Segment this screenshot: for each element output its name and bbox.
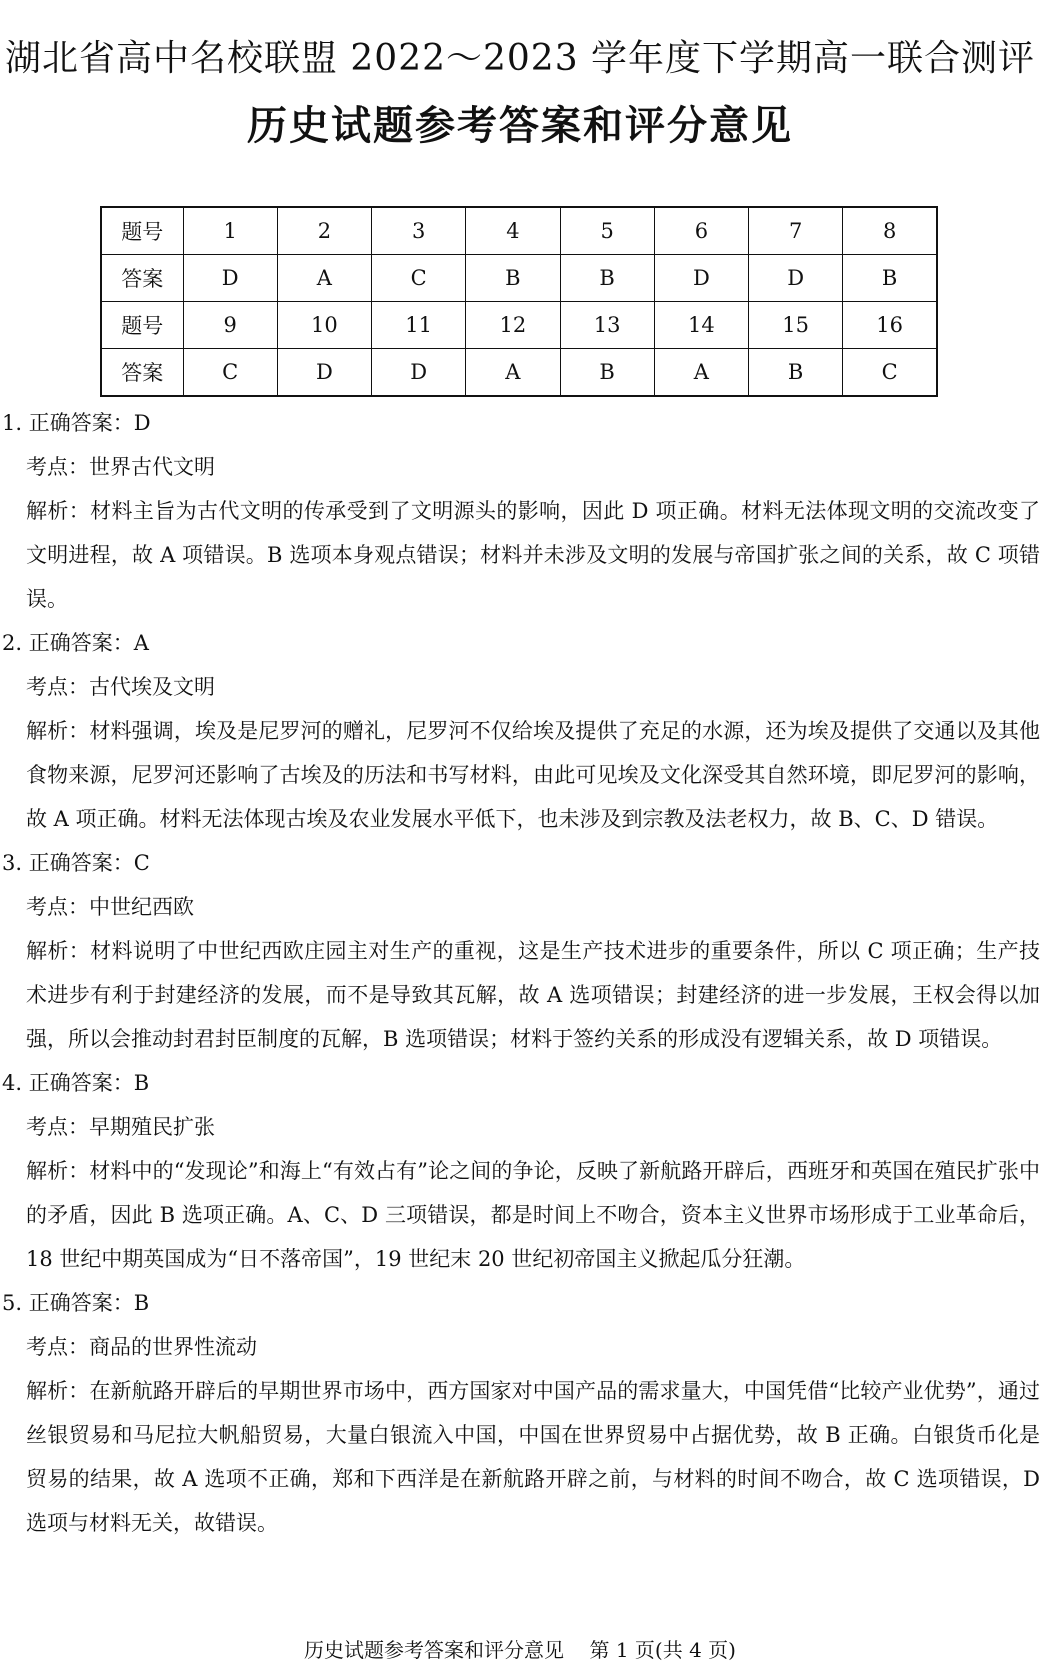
answer-table-cell: B	[560, 255, 654, 302]
answer-table-cell: 4	[466, 207, 560, 255]
answer-table-cell: B	[560, 349, 654, 397]
answer-table-cell: 11	[372, 302, 466, 349]
answer-table	[100, 206, 938, 397]
document-title: 湖北省高中名校联盟 2022～2023 学年度下学期高一联合测评	[4, 38, 1036, 79]
question-analysis: 解析：材料主旨为古代文明的传承受到了文明源头的影响，因此 D 项正确。材料无法体现文明的交流改变了文明进程，故 A 项错误。B 选项本身观点错误；材料并未涉及文明的发展与帝国扩张之间的关系，故 C 项错误。	[26, 499, 1040, 611]
answer-table-cell: 12	[466, 302, 560, 349]
question-block	[0, 841, 1040, 1061]
page-footer	[0, 1636, 1040, 1664]
answer-table-cell: C	[372, 255, 466, 302]
answer-table-cell: 3	[372, 207, 466, 255]
question-topic-line: 考点：中世纪西欧	[26, 895, 194, 919]
answer-table-cell: A	[466, 349, 560, 397]
answer-table-cell: 6	[654, 207, 748, 255]
answer-table-cell: 14	[654, 302, 748, 349]
question-answer-line: 1. 正确答案：D	[2, 411, 151, 435]
footer-doc-name: 历史试题参考答案和评分意见	[304, 1638, 565, 1662]
answer-table-cell: B	[843, 255, 937, 302]
question-answer-line: 3. 正确答案：C	[2, 851, 150, 875]
answer-table-cell: D	[277, 349, 371, 397]
answer-table-cell: 5	[560, 207, 654, 255]
question-answer-line: 4. 正确答案：B	[2, 1071, 150, 1095]
answer-table-cell: B	[466, 255, 560, 302]
document-subtitle: 历史试题参考答案和评分意见	[247, 102, 793, 149]
question-topic-line: 考点：商品的世界性流动	[26, 1335, 257, 1359]
answer-table-row	[101, 255, 937, 302]
answer-table-cell: A	[654, 349, 748, 397]
question-block	[0, 621, 1040, 841]
answer-explanations	[0, 401, 1040, 1545]
question-analysis: 解析：材料中的“发现论”和海上“有效占有”论之间的争论，反映了新航路开辟后，西班牙和英国在殖民扩张中的矛盾，因此 B 选项正确。A、C、D 三项错误，都是时间上不吻合，资本主义世界市场形成于工业革命后，18 世纪中期英国成为“日不落帝国”，19 世纪末 20 世纪初帝国主义掀起瓜分狂潮。	[26, 1159, 1040, 1271]
question-topic-line: 考点：早期殖民扩张	[26, 1115, 215, 1139]
question-block	[0, 1061, 1040, 1281]
question-topic-line: 考点：世界古代文明	[26, 455, 215, 479]
answer-table-cell: 1	[183, 207, 277, 255]
answer-table-cell: B	[749, 349, 843, 397]
answer-table-row	[101, 349, 937, 397]
answer-table-cell: 15	[749, 302, 843, 349]
answer-table-cell: C	[183, 349, 277, 397]
answer-table-row	[101, 207, 937, 255]
answer-table-cell: 8	[843, 207, 937, 255]
question-analysis: 解析：材料强调，埃及是尼罗河的赠礼，尼罗河不仅给埃及提供了充足的水源，还为埃及提供了交通以及其他食物来源，尼罗河还影响了古埃及的历法和书写材料，由此可见埃及文化深受其自然环境，即尼罗河的影响，故 A 项正确。材料无法体现古埃及农业发展水平低下，也未涉及到宗教及法老权力，故 B、C、D 错误。	[26, 719, 1040, 831]
question-answer-line: 2. 正确答案：A	[2, 631, 149, 655]
question-topic-line: 考点：古代埃及文明	[26, 675, 215, 699]
footer-page-number: 第 1 页(共 4 页)	[589, 1638, 736, 1662]
answer-table-cell: D	[749, 255, 843, 302]
answer-table-cell: D	[654, 255, 748, 302]
question-answer-line: 5. 正确答案：B	[2, 1291, 150, 1315]
answer-table-cell: D	[372, 349, 466, 397]
answer-table-row-header: 题号	[101, 302, 183, 349]
answer-table-row-header: 答案	[101, 255, 183, 302]
question-block	[0, 401, 1040, 621]
answer-table-cell: C	[843, 349, 937, 397]
answer-table-row	[101, 302, 937, 349]
answer-table-cell: 13	[560, 302, 654, 349]
answer-table-cell: 16	[843, 302, 937, 349]
answer-table-cell: 9	[183, 302, 277, 349]
answer-table-cell: 2	[277, 207, 371, 255]
answer-table-cell: A	[277, 255, 371, 302]
answer-table-cell: 7	[749, 207, 843, 255]
question-analysis: 解析：在新航路开辟后的早期世界市场中，西方国家对中国产品的需求量大，中国凭借“比较产业优势”，通过丝银贸易和马尼拉大帆船贸易，大量白银流入中国，中国在世界贸易中占据优势，故 B 正确。白银货币化是贸易的结果，故 A 选项不正确，郑和下西洋是在新航路开辟之前，与材料的时间不吻合，故 C 选项错误，D 选项与材料无关，故错误。	[26, 1379, 1040, 1535]
answer-table-cell: D	[183, 255, 277, 302]
answer-table-row-header: 答案	[101, 349, 183, 397]
answer-table-row-header: 题号	[101, 207, 183, 255]
question-analysis: 解析：材料说明了中世纪西欧庄园主对生产的重视，这是生产技术进步的重要条件，所以 C 项正确；生产技术进步有利于封建经济的发展，而不是导致其瓦解，故 A 选项错误；封建经济的进一步发展，王权会得以加强，所以会推动封君封臣制度的瓦解，B 选项错误；材料于签约关系的形成没有逻辑关系，故 D 项错误。	[26, 939, 1040, 1051]
question-block	[0, 1281, 1040, 1545]
answer-table-cell: 10	[277, 302, 371, 349]
